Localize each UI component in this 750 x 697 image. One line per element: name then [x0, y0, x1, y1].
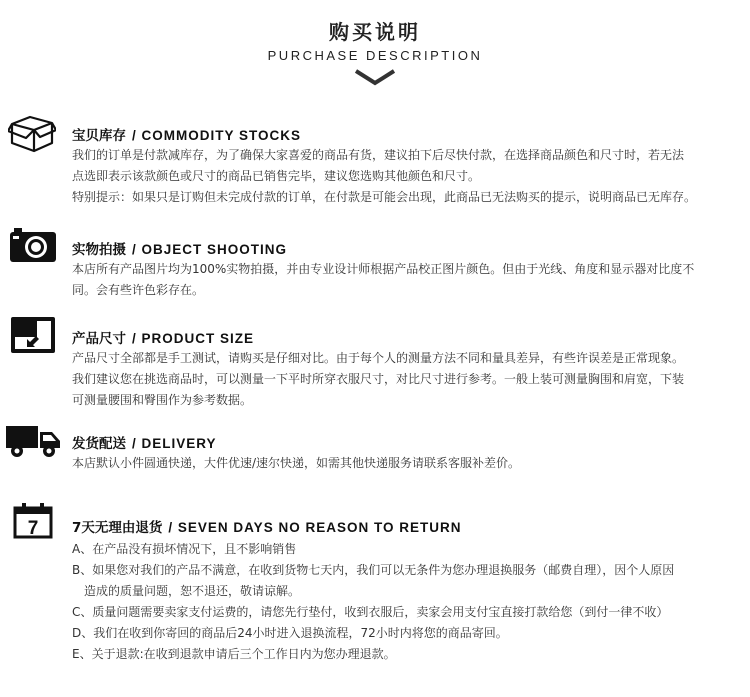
body-line: 可测量腰围和臀围作为参考数据。 [72, 393, 253, 407]
section-body [72, 539, 748, 665]
box-icon [8, 114, 56, 154]
body-line: 点选即表示该款颜色或尺寸的商品已销售完毕，建议您选购其他颜色和尺寸。 [72, 169, 481, 183]
body-line: 本店所有产品图片均为100%实物拍摄，并由专业设计师根据产品校正图片颜色。但由于光线、角度和显示器对比度不 [72, 262, 695, 276]
body-line: A、在产品没有损坏情况下，且不影响销售 [72, 542, 297, 556]
section-title-en: / OBJECT SHOOTING [132, 242, 288, 257]
calendar-number: 7 [27, 518, 39, 539]
body-line: 我们的订单是付款减库存，为了确保大家喜爱的商品有货，建议拍下后尽快付款，在选择商品颜色和尺寸时，若无法 [72, 148, 685, 162]
truck-icon [6, 424, 60, 458]
body-line: 造成的质量问题，恕不退还，敬请谅解。 [84, 584, 301, 598]
body-line: 产品尺寸全部都是手工测试，请购买是仔细对比。由于每个人的测量方法不同和量具差异，有些许误差是正常现象。 [72, 351, 685, 365]
section-body [72, 145, 748, 208]
section-body [72, 453, 748, 474]
section-body [72, 348, 748, 411]
body-line: 我们建议您在挑选商品时，可以测量一下平时所穿衣服尺寸，对比尺寸进行参考。一般上装可测量胸围和肩宽，下装 [72, 372, 685, 386]
section-title [72, 432, 217, 452]
section-title-cn: 宝贝库存 [72, 128, 126, 144]
section-title [72, 238, 287, 258]
body-line: 本店默认小件圆通快递，大件优速/速尔快递，如需其他快递服务请联系客服补差价。 [72, 456, 521, 470]
body-line: C、质量问题需要卖家支付运费的，请您先行垫付，收到衣服后，卖家会用支付宝直接打款给您（到付一律不收） [72, 605, 669, 619]
section-title [72, 327, 254, 347]
page-title: 购买说明 [329, 20, 421, 44]
body-line: E、关于退款:在收到退款申请后三个工作日内为您办理退款。 [72, 647, 396, 661]
page-subtitle: PURCHASE DESCRIPTION [267, 48, 483, 63]
section-title-en: / COMMODITY STOCKS [132, 128, 302, 143]
section-title-cn: 7天无理由退货 [72, 520, 163, 536]
section-title [72, 124, 301, 144]
body-line: 特别提示：如果只是订购但未完成付款的订单，在付款是可能会出现，此商品已无法购买的提示，说明商品已无库存。 [72, 190, 697, 204]
section-title-en: / PRODUCT SIZE [132, 331, 255, 346]
section-title [72, 516, 461, 536]
body-line: D、我们在收到你寄回的商品后24小时进入退换流程，72小时内将您的商品寄回。 [72, 626, 508, 640]
section-title-en: / DELIVERY [132, 436, 217, 451]
camera-icon [10, 228, 56, 262]
body-line: 同。会有些许色彩存在。 [72, 283, 205, 297]
section-title-cn: 实物拍摄 [72, 242, 126, 258]
section-title-cn: 发货配送 [72, 436, 126, 452]
section-title-cn: 产品尺寸 [72, 331, 126, 347]
section-title-en: / SEVEN DAYS NO REASON TO RETURN [168, 520, 462, 535]
resize-icon [11, 317, 55, 353]
section-body [72, 259, 748, 301]
chevron-down-icon [354, 68, 396, 86]
body-line: B、如果您对我们的产品不满意，在收到货物七天内，我们可以无条件为您办理退换服务（邮费自理），因个人原因 [72, 563, 675, 577]
calendar-7-icon [13, 503, 53, 539]
